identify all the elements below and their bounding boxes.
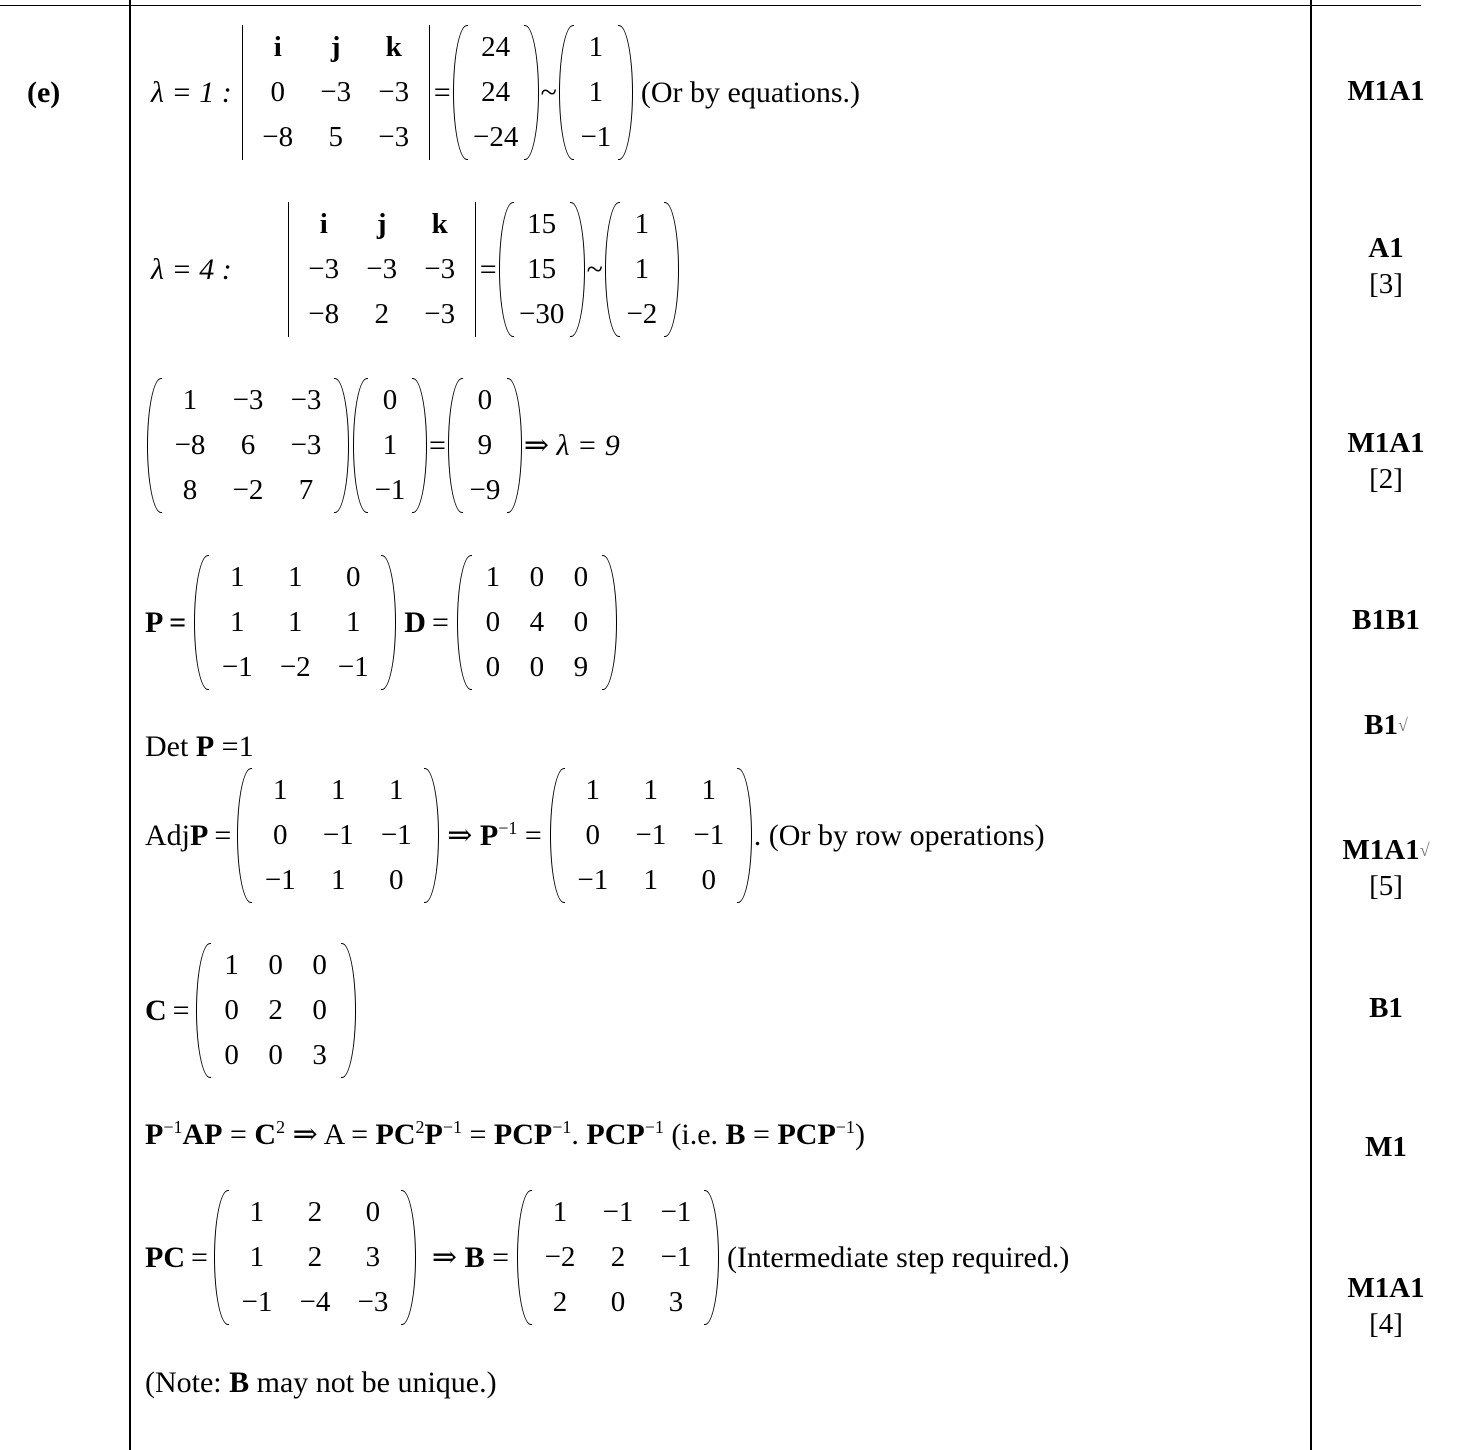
matrix-cell: 1 xyxy=(552,1196,568,1228)
matrix-cell: 1 xyxy=(485,561,501,593)
row-lambda-4: λ = 4 : i j k −3 −3 −3 −8 2 −3 = 15 15 −30 ~ 1 1 −2 xyxy=(145,202,681,337)
matrix-cell: 0 xyxy=(312,949,327,981)
matrix-cell: −1 xyxy=(264,864,296,896)
row-lambda-9-check: 1 −3 −3 −8 6 −3 8 −2 7 0 1 −1 = 0 9 −9 ⇒ λ = 9 xyxy=(145,378,620,513)
matrix-cell: 0 xyxy=(485,651,501,683)
matrix-cell: k xyxy=(431,208,448,240)
matrix-cell: 1 xyxy=(643,774,659,806)
matrix-cell: −1 xyxy=(241,1286,273,1318)
row-decomposition: $P^{-1}AP = C^2$ ⇒ $A = PC^2P^{-1} = PCP^{-1}$. $PCP^{-1}$ (i.e. $B = PCP^{-1}$) xyxy=(145,1117,865,1151)
matrix-cell: −3 xyxy=(290,429,322,461)
matrix-cell: 1 xyxy=(346,606,361,638)
matrix-cell: −1 xyxy=(693,819,725,851)
matrix-cell: −1 xyxy=(602,1196,634,1228)
matrix-cell: −3 xyxy=(424,253,456,285)
matrix-cell: −1 xyxy=(380,819,412,851)
matrix-cell: −1 xyxy=(322,819,354,851)
matrix-cell: −9 xyxy=(469,474,501,506)
matrix-cell: −3 xyxy=(357,1286,389,1318)
row-lambda-1: λ = 1 : i j k 0 −3 −3 −8 5 −3 = 24 24 −24 ~ 1 1 −1 (Or by equations.) xyxy=(145,25,866,160)
matrix-cell: 3 xyxy=(312,1039,327,1071)
matrix-cell: 0 xyxy=(224,1039,239,1071)
matrix-adj-p xyxy=(237,768,439,903)
matrix-a-minus-lambda xyxy=(147,378,349,513)
mark-1: M1A1 xyxy=(1347,75,1425,107)
matrix-c xyxy=(196,943,356,1078)
matrix-cell: −1 xyxy=(660,1196,692,1228)
matrix-cell: 0 xyxy=(346,561,361,593)
matrix-d xyxy=(457,555,617,690)
matrix-cell: 0 xyxy=(485,606,501,638)
matrix-cell: −8 xyxy=(174,429,206,461)
matrix-cell: 0 xyxy=(365,1196,381,1228)
matrix-cell: −3 xyxy=(320,76,352,108)
lambda-9-conclusion: ⇒ λ = 9 xyxy=(523,429,620,462)
matrix-cell: 0 xyxy=(273,819,288,851)
matrix-cell: 15 xyxy=(527,253,557,285)
matrix-cell: 0 xyxy=(477,384,493,416)
matrix-cell: −2 xyxy=(232,474,264,506)
matrix-cell: 0 xyxy=(585,819,601,851)
matrix-cell: 0 xyxy=(529,561,545,593)
matrix-cell: 0 xyxy=(529,651,545,683)
matrix-cell: 1 xyxy=(389,774,404,806)
matrix-cell: 3 xyxy=(365,1241,381,1273)
test-vector xyxy=(353,378,427,513)
matrix-cell: 1 xyxy=(588,31,604,63)
matrix-cell: 1 xyxy=(634,253,650,285)
top-rule xyxy=(0,5,1421,6)
matrix-cell: 0 xyxy=(312,994,327,1026)
eigenvector-1 xyxy=(559,25,633,160)
matrix-cell: 1 xyxy=(249,1196,265,1228)
matrix-cell: 24 xyxy=(481,76,511,108)
matrix-b xyxy=(517,1190,719,1325)
matrix-cell: 8 xyxy=(182,474,198,506)
row-adj-p: Adj P = 1 1 1 0 −1 −1 −1 1 0 ⇒ $P^{-1}$ = 1 1 1 0 −1 −1 −1 1 0 . (Or by row operations) xyxy=(145,768,1045,903)
det-p-line: Det P =1 xyxy=(145,730,254,763)
matrix-cell: −8 xyxy=(262,121,294,153)
cross-product-determinant xyxy=(242,25,430,160)
matrix-cell: 1 xyxy=(331,864,346,896)
matrix-cell: 4 xyxy=(529,606,545,638)
matrix-cell: 7 xyxy=(298,474,314,506)
row-c: C = 1 0 0 0 2 0 0 0 3 xyxy=(145,943,358,1078)
matrix-cell: 3 xyxy=(668,1286,684,1318)
matrix-cell: 0 xyxy=(224,994,239,1026)
matrix-cell: 6 xyxy=(240,429,256,461)
matrix-cell: −3 xyxy=(378,76,410,108)
matrix-cell: 2 xyxy=(268,994,283,1026)
matrix-cell: −3 xyxy=(308,253,340,285)
matrix-cell: 0 xyxy=(573,606,589,638)
matrix-cell: 0 xyxy=(270,76,285,108)
matrix-cell: 1 xyxy=(643,864,659,896)
mark-7: B1 xyxy=(1369,992,1403,1024)
note-equations: (Or by equations.) xyxy=(640,75,861,109)
matrix-cell: −1 xyxy=(337,651,369,683)
matrix-cell: 1 xyxy=(701,774,717,806)
matrix-cell: −8 xyxy=(308,298,340,330)
note-row-operations: . (Or by row operations) xyxy=(753,818,1045,852)
matrix-cell: −3 xyxy=(378,121,410,153)
mark-9: M1A1 [4] xyxy=(1347,1272,1425,1340)
matrix-cell: 1 xyxy=(288,606,303,638)
matrix-cell: 15 xyxy=(527,208,557,240)
matrix-cell: 1 xyxy=(634,208,650,240)
matrix-cell: 9 xyxy=(573,651,589,683)
matrix-cell: 0 xyxy=(268,949,283,981)
matrix-cell: 1 xyxy=(230,606,245,638)
mark-2: A1 [3] xyxy=(1368,232,1404,300)
mark-3: M1A1 [2] xyxy=(1347,427,1425,495)
matrix-cell: 1 xyxy=(230,561,245,593)
product-vector xyxy=(448,378,522,513)
matrix-cell: −1 xyxy=(635,819,667,851)
matrix-cell: −3 xyxy=(424,298,456,330)
matrix-cell: −1 xyxy=(580,121,612,153)
matrix-cell: −1 xyxy=(577,864,609,896)
row-pc-and-b: PC = 1 2 0 1 2 3 −1 −4 −3 ⇒ B = 1 −1 −1 −2 2 −1 2 0 3 (Intermediate step required.) xyxy=(145,1190,1075,1325)
note-b-not-unique: (Note: B may not be unique.) xyxy=(145,1366,497,1399)
matrix-cell: −1 xyxy=(660,1241,692,1273)
matrix-cell: 1 xyxy=(249,1241,265,1273)
matrix-cell: −1 xyxy=(221,651,253,683)
matrix-cell: 0 xyxy=(268,1039,283,1071)
matrix-cell: −2 xyxy=(544,1241,576,1273)
note-intermediate: (Intermediate step required.) xyxy=(727,1240,1070,1274)
matrix-cell: 1 xyxy=(288,561,303,593)
cross-product-determinant xyxy=(288,202,476,337)
matrix-cell: −24 xyxy=(472,121,519,153)
cross-product-result xyxy=(499,202,585,337)
matrix-cell: 2 xyxy=(307,1196,323,1228)
matrix-cell: 24 xyxy=(481,31,511,63)
matrix-cell: 1 xyxy=(588,76,604,108)
matrix-cell: 5 xyxy=(328,121,343,153)
matrix-cell: 9 xyxy=(477,429,493,461)
matrix-cell: −3 xyxy=(366,253,398,285)
matrix-cell: 0 xyxy=(382,384,398,416)
matrix-cell: 2 xyxy=(610,1241,626,1273)
matrix-cell: 0 xyxy=(610,1286,626,1318)
follow-through-tick-icon: √ xyxy=(1419,840,1430,860)
matrix-cell: j xyxy=(376,208,387,240)
matrix-cell: i xyxy=(319,208,328,240)
matrix-cell: −2 xyxy=(279,651,311,683)
matrix-cell: 0 xyxy=(573,561,589,593)
matrix-cell: −3 xyxy=(232,384,264,416)
mark-4: B1B1 xyxy=(1352,604,1420,636)
mark-5: B1√ xyxy=(1364,709,1408,741)
matrix-cell: k xyxy=(385,31,402,63)
matrix-p xyxy=(194,555,396,690)
mark-6: M1A1√ [5] xyxy=(1342,834,1430,902)
mark-8: M1 xyxy=(1365,1131,1407,1163)
matrix-cell: 1 xyxy=(382,429,398,461)
eigenvector-4 xyxy=(605,202,679,337)
matrix-cell: 1 xyxy=(224,949,239,981)
matrix-cell: i xyxy=(273,31,282,63)
matrix-cell: 0 xyxy=(389,864,404,896)
follow-through-tick-icon: √ xyxy=(1397,715,1408,735)
matrix-cell: −2 xyxy=(626,298,658,330)
cross-product-result xyxy=(453,25,539,160)
row-p-and-d: P = 1 1 0 1 1 1 −1 −2 −1 D = 1 0 0 0 4 0 0 0 9 xyxy=(145,555,619,690)
matrix-cell: 2 xyxy=(552,1286,568,1318)
matrix-cell: 2 xyxy=(307,1241,323,1273)
matrix-cell: 1 xyxy=(273,774,288,806)
matrix-cell: j xyxy=(330,31,341,63)
matrix-cell: 1 xyxy=(585,774,601,806)
matrix-cell: −30 xyxy=(518,298,565,330)
matrix-cell: 1 xyxy=(182,384,198,416)
matrix-cell: 2 xyxy=(374,298,389,330)
part-label: (e) xyxy=(27,76,61,109)
matrix-cell: 1 xyxy=(331,774,346,806)
column-divider-left xyxy=(129,0,131,1450)
matrix-cell: 0 xyxy=(701,864,717,896)
matrix-pc xyxy=(214,1190,416,1325)
matrix-cell: −1 xyxy=(374,474,406,506)
matrix-cell: −3 xyxy=(290,384,322,416)
matrix-cell: −4 xyxy=(299,1286,331,1318)
matrix-p-inverse xyxy=(550,768,752,903)
